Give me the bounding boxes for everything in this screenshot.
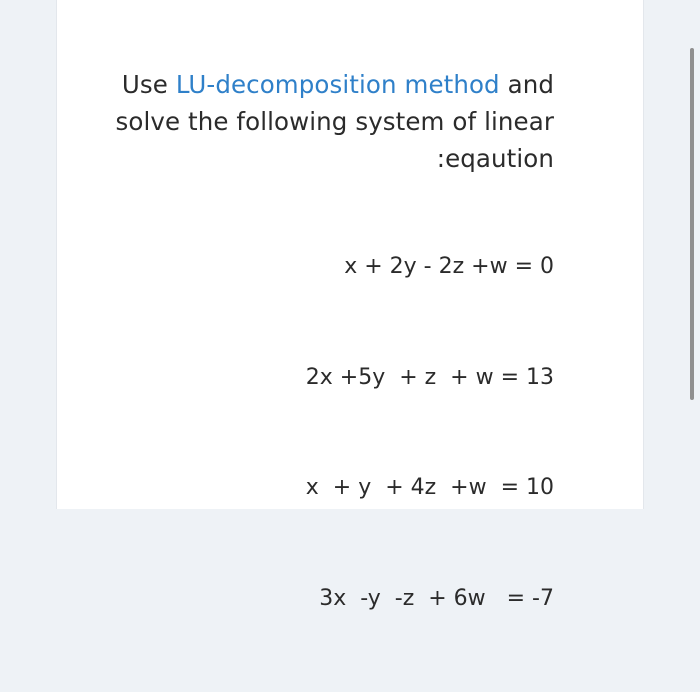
method-highlight: LU-decomposition method <box>175 70 500 99</box>
question-line-2: solve the following system of linear <box>115 107 554 136</box>
vertical-scrollbar[interactable] <box>690 48 694 400</box>
question-card <box>56 0 644 611</box>
question-prefix: Use <box>121 70 176 99</box>
equation-3: x + y + 4z +w = 10 <box>305 475 554 500</box>
equation-list <box>234 200 554 692</box>
question-line-1-suffix: and <box>499 70 554 99</box>
equation-1: x + 2y - 2z +w = 0 <box>344 254 554 279</box>
question-line-3: :eqaution <box>436 144 554 173</box>
equation-4: 3x -y -z + 6w = -7 <box>319 585 554 611</box>
question-line-1 <box>94 66 554 103</box>
question-text <box>94 66 554 177</box>
equation-2: 2x +5y + z + w = 13 <box>305 364 554 390</box>
